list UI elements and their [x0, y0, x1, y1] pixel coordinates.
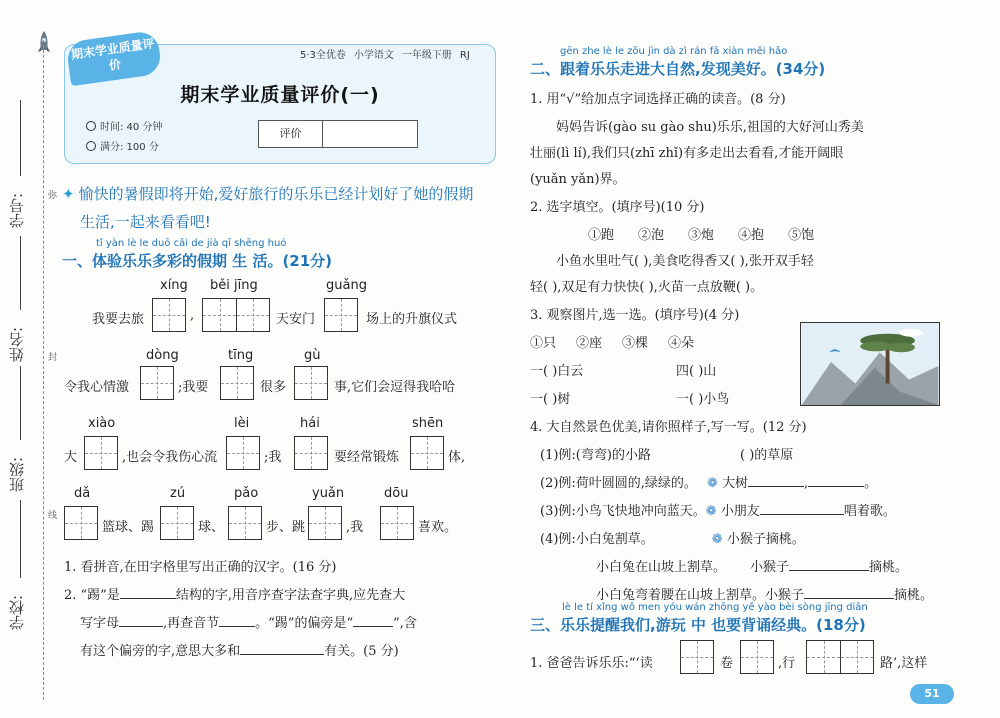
binding-margin — [0, 0, 60, 718]
answer-blank[interactable] — [119, 626, 163, 627]
question-2-2: 2. 选字填空。(填序号)(10 分) — [530, 200, 705, 215]
answer-grid[interactable] — [806, 640, 874, 674]
answer-grid[interactable] — [64, 506, 98, 540]
answer-blank[interactable] — [808, 486, 864, 487]
check-icon — [86, 141, 96, 151]
clock-icon — [86, 121, 96, 131]
cut-line — [43, 40, 44, 700]
intro-text: ✦ 愉快的暑假即将开始,爱好旅行的乐乐已经计划好了她的假期 生活,一起来看看吧! — [62, 185, 474, 231]
answer-blank[interactable] — [748, 486, 804, 487]
answer-grid[interactable] — [220, 366, 254, 400]
answer-grid[interactable] — [740, 640, 774, 674]
section2-pinyin: gēn zhe lè le zǒu jìn dà zì rán fā xiàn měi hǎo — [560, 46, 788, 57]
answer-grid[interactable] — [294, 366, 328, 400]
answer-grid[interactable] — [228, 506, 262, 540]
exam-info — [86, 118, 162, 158]
answer-grid[interactable] — [294, 436, 328, 470]
series-name: 5·3全优卷 — [300, 50, 346, 61]
question-1-2: 2. “踢”是 结构的字,用音序查字法查字典,应先查大 — [64, 588, 406, 603]
school-label: 学校: — [8, 594, 26, 630]
answer-grid[interactable] — [84, 436, 118, 470]
rating-label: 评价 — [259, 121, 323, 147]
options: ①跑 ②泡 ③炮 ④抱 ⑤饱 — [588, 228, 815, 243]
answer-grid[interactable] — [152, 298, 186, 332]
grade: 一年级下册 — [401, 50, 452, 61]
answer-blank[interactable] — [789, 570, 869, 571]
answer-grid[interactable] — [202, 298, 270, 332]
answer-blank[interactable] — [120, 598, 176, 599]
question-2-1: 1. 用“√”给加点字词选择正确的读音。(8 分) — [530, 92, 786, 107]
header-tag: 期末学业质量评价 — [65, 30, 162, 86]
exam-score: 满分: 100 分 — [100, 142, 159, 153]
rocket-icon — [36, 30, 52, 58]
section1-pinyin: tǐ yàn lè le duō cǎi de jià qī shēng huó — [96, 238, 287, 249]
section3-pinyin: lè le tí xǐng wǒ men yóu wán zhōng yě yào bèi sòng jīng diǎn — [562, 602, 868, 613]
answer-grid[interactable] — [680, 640, 714, 674]
exam-time: 时间: 40 分钟 — [100, 122, 163, 133]
cut-word: 弥 — [46, 190, 56, 199]
section2-title: 二、跟着乐乐走进大自然,发现美好。(34分) — [530, 60, 826, 78]
mountain-tree-picture — [800, 322, 940, 406]
section1-title: 一、体验乐乐多彩的假期 生 活。(21分) — [62, 252, 333, 270]
edition: RJ — [459, 50, 470, 61]
class-label: 班级: — [8, 456, 26, 492]
student-id-line[interactable] — [20, 100, 21, 176]
sparkle-icon: ✦ — [62, 185, 75, 203]
answer-grid[interactable] — [324, 298, 358, 332]
question-1-1: 1. 看拼音,在田字格里写出正确的汉字。(16 分) — [64, 560, 337, 575]
rating-box[interactable] — [258, 120, 418, 148]
student-id-label: 学号: — [8, 192, 26, 228]
hint-icon: ❁ — [706, 476, 718, 491]
page-title: 期末学业质量评价(一) — [180, 84, 380, 106]
name-label: 姓名: — [8, 326, 26, 362]
options: ①只 ②座 ③棵 ④朵 — [530, 336, 695, 351]
cut-word: 封 — [46, 352, 56, 361]
name-line[interactable] — [20, 236, 21, 310]
subject: 小学语文 — [353, 50, 394, 61]
answer-grid[interactable] — [380, 506, 414, 540]
answer-grid[interactable] — [140, 366, 174, 400]
answer-grid[interactable] — [410, 436, 444, 470]
answer-grid[interactable] — [308, 506, 342, 540]
question-2-3: 3. 观察图片,选一选。(填序号)(4 分) — [530, 308, 740, 323]
hint-icon: ❁ — [711, 532, 723, 547]
answer-blank[interactable] — [804, 598, 894, 599]
exam-page: 弥 封 线 学号: 姓名: 班级: 学校: 期末学业质量评价 5·3全优卷 小学语文 一年级下册 RJ 期末学业质量评价(一) 时间: 40 分钟 满分: 100 分 评价 ✦ 愉快的暑假即将开始,爱好旅行的乐乐已经计划好了她的假期 生活,一起来看看吧! tǐ yàn lè le duō cǎi de jià qī shēng huó 一、体验乐乐多彩的假期 生 活。(21分) xíng běi jīng guǎng 我要去旅 , 天安门 场上的升旗仪式 dòng tīng gù 令我心情激 ;我要 很多 事,它们会逗得我哈哈 xiào lèi hái shēn 大 ,也会令我伤心流 ;我 要经常锻炼 体, dǎ zú pǎo yuǎn dōu 篮球、踢 球、 步、跳 ,我 喜欢。 1. 看拼音,在田字格里写出正确的汉字。(16 分) 2. “踢”是 结构的字,用音序查字法查字典,应先查大 写字母 ,再查音节 。“踢”的偏旁是“ ”,含 有这个偏旁的字,意思大多和 有关。(5 分) gēn zhe lè le zǒu jìn dà zì rán fā xiàn měi hǎo 二、跟着乐乐走进大自然,发现美好。(34分) 1. 用“√”给加点字词选择正确的读音。(8 分) 妈妈告诉(gào su gào shu)乐乐,祖国的大好河山秀美 壮丽(lì lí),我们只(zhī zhǐ)有多走出去看看,才能开阔眼 (yuǎn yǎn)界。 2. 选字填空。(填序号)(10 分) ①跑 ②泡 ③炮 ④抱 ⑤饱 小鱼水里吐气( ),美食吃得香又( ),张开双手轻 轻( ),双足有力快快( ),火苗一点放鞭( )。 3. 观察图片,选一选。(填序号)(4 分) ①只 ②座 ③棵 ④朵 一( )白云 四( )山 一( )树 一( )小鸟 4. 大自然景色优美,请你照样子,写一写。(12 分) (1)例:(弯弯)的小路 ( )的草原 (2)例:荷叶圆圆的,绿绿的。 ❁ 大树 , 。 (3)例:小鸟飞快地冲向蓝天。❁ 小朋友 唱着歌。 (4)例:小白兔割草。 ❁ 小猴子摘桃。 小白兔在山坡上割草。 小猴子 摘桃。 小白兔弯着腰在山坡上割草。小猴子 摘桃。 lè le tí xǐng wǒ men yóu wán zhōng yě yào bèi sòng jīng diǎn 三、乐乐提醒我们,游玩 中 也要背诵经典。(18分) 1. 爸爸告诉乐乐:“‘读 卷 ,行 路’,这样 51 — [0, 0, 1000, 718]
answer-blank[interactable] — [353, 626, 393, 627]
cut-word: 线 — [46, 510, 56, 519]
class-line[interactable] — [20, 366, 21, 440]
answer-blank[interactable] — [240, 654, 324, 655]
page-number: 51 — [910, 684, 954, 704]
answer-grid[interactable] — [160, 506, 194, 540]
answer-grid[interactable] — [226, 436, 260, 470]
answer-blank[interactable] — [760, 514, 844, 515]
header-meta — [300, 46, 478, 61]
answer-blank[interactable] — [219, 626, 255, 627]
school-line[interactable] — [20, 500, 21, 578]
section3-title: 三、乐乐提醒我们,游玩 中 也要背诵经典。(18分) — [530, 616, 866, 634]
hint-icon: ❁ — [705, 504, 717, 519]
question-2-4: 4. 大自然景色优美,请你照样子,写一写。(12 分) — [530, 420, 807, 435]
